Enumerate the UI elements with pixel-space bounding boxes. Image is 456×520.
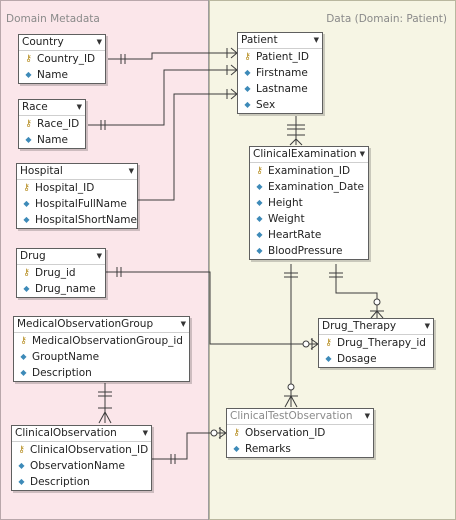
patient-data-label: Data (Domain: Patient) [326,13,447,25]
column-diamond-icon: ◆ [244,84,251,93]
relationship-race-patient[interactable] [88,65,237,130]
key-icon: ⚷ [20,336,27,346]
column-diamond-icon: ◆ [256,198,263,207]
column-diamond-icon: ◆ [20,352,27,361]
field-name: Examination_Date [268,181,364,193]
key-icon: ⚷ [325,338,332,348]
field-row[interactable] [238,81,322,97]
chevron-down-icon[interactable]: ▼ [142,429,148,437]
column-diamond-icon: ◆ [23,215,30,224]
table-patient[interactable] [237,32,323,114]
field-name: Drug_Therapy_id [337,337,426,349]
chevron-down-icon[interactable]: ▼ [128,167,134,175]
column-diamond-icon: ◆ [23,284,30,293]
field-row[interactable] [14,333,189,349]
key-icon: ⚷ [256,166,263,176]
field-name: HospitalShortName [35,214,137,226]
column-diamond-icon: ◆ [18,461,25,470]
column-diamond-icon: ◆ [23,199,30,208]
table-country-title[interactable] [19,35,105,51]
column-diamond-icon: ◆ [325,354,332,363]
table-patient-title[interactable] [238,33,322,49]
field-name: Dosage [337,353,377,365]
field-row[interactable] [17,212,137,228]
relationship-clinicalobservation-clinicaltestobservation[interactable] [152,427,226,464]
table-clinical-observation[interactable] [11,425,152,491]
column-diamond-icon: ◆ [256,230,263,239]
table-country-name: Country [22,36,64,48]
column-diamond-icon: ◆ [244,100,251,109]
field-name: Hospital_ID [35,182,95,194]
chevron-down-icon[interactable]: ▼ [96,38,102,46]
field-row[interactable] [319,351,433,367]
field-name: HospitalFullName [35,198,127,210]
field-name: Race_ID [37,118,80,130]
table-hospital-title[interactable] [17,164,137,180]
table-clinical-test-observation-name: ClinicalTestObservation [230,410,353,422]
table-medical-observation-group-title[interactable] [14,317,189,333]
table-drug-therapy[interactable] [318,318,434,368]
field-row[interactable] [17,196,137,212]
field-name: Observation_ID [245,427,326,439]
relationship-medobsgroup-clinicalobservation[interactable] [98,383,112,423]
chevron-down-icon[interactable]: ▼ [96,252,102,260]
relationship-clinicalexamination-drugtherapy[interactable] [329,264,384,318]
column-diamond-icon: ◆ [256,182,263,191]
table-clinical-examination-title[interactable] [250,147,368,163]
field-row[interactable] [19,67,105,83]
table-race-name: Race [22,101,48,113]
field-name: Height [268,197,303,209]
field-name: ClinicalObservation_ID [30,444,149,456]
field-name: Description [30,476,90,488]
table-clinical-examination-name: ClinicalExamination [253,148,357,160]
field-row[interactable] [12,474,151,490]
table-hospital-name: Hospital [20,165,63,177]
field-name: Name [37,69,68,81]
field-row[interactable] [227,441,373,457]
table-medical-observation-group[interactable] [13,316,190,382]
table-drug-title[interactable] [17,249,105,265]
field-name: Description [32,367,92,379]
column-diamond-icon: ◆ [18,477,25,486]
field-name: Country_ID [37,53,96,65]
domain-metadata-label: Domain Metadata [6,13,100,25]
key-icon: ⚷ [25,54,32,64]
field-row[interactable] [19,132,85,148]
field-name: Examination_ID [268,165,351,177]
relationship-hospital-patient[interactable] [138,89,237,200]
field-row[interactable] [319,335,433,351]
field-name: Drug_name [35,283,96,295]
field-row[interactable] [227,425,373,441]
table-clinical-observation-name: ClinicalObservation [15,427,117,439]
key-icon: ⚷ [233,428,240,438]
table-drug[interactable] [16,248,106,298]
table-clinical-observation-title[interactable] [12,426,151,442]
field-name: Weight [268,213,305,225]
field-row[interactable] [250,179,368,195]
field-name: Lastname [256,83,308,95]
key-icon: ⚷ [23,183,30,193]
field-row[interactable] [250,163,368,179]
table-clinical-examination[interactable] [249,146,369,260]
field-name: Firstname [256,67,308,79]
table-drug-name: Drug [20,250,46,262]
field-row[interactable] [19,116,85,132]
table-patient-name: Patient [241,34,278,46]
field-row[interactable] [17,265,105,281]
table-drug-therapy-name: Drug_Therapy [322,320,397,332]
field-name: HeartRate [268,229,322,241]
table-country[interactable] [18,34,106,84]
field-row[interactable] [250,195,368,211]
table-clinical-test-observation-title[interactable] [227,409,373,425]
chevron-down-icon[interactable]: ▼ [76,103,82,111]
field-row[interactable] [17,180,137,196]
table-medical-observation-group-name: MedicalObservationGroup [17,318,154,330]
field-name: MedicalObservationGroup_id [32,335,183,347]
key-icon: ⚷ [25,119,32,129]
chevron-down-icon[interactable]: ▼ [359,150,365,158]
chevron-down-icon[interactable]: ▼ [313,36,319,44]
field-name: Patient_ID [256,51,309,63]
key-icon: ⚷ [244,52,251,62]
field-row[interactable] [238,49,322,65]
chevron-down-icon[interactable]: ▼ [364,412,370,420]
relationship-clinicalexamination-clinicaltestobservation[interactable] [284,264,298,407]
column-diamond-icon: ◆ [256,246,263,255]
chevron-down-icon[interactable]: ▼ [424,322,430,330]
column-diamond-icon: ◆ [25,135,32,144]
relationship-country-patient[interactable] [108,48,237,64]
field-name: GrouptName [32,351,100,363]
relationship-patient-clinicalexamination[interactable] [287,116,305,145]
field-row[interactable] [250,211,368,227]
field-row[interactable] [238,97,322,113]
table-race[interactable] [18,99,86,149]
column-diamond-icon: ◆ [20,368,27,377]
field-name: Name [37,134,68,146]
field-row[interactable] [12,458,151,474]
field-row[interactable] [14,365,189,381]
field-name: BloodPressure [268,245,343,257]
field-row[interactable] [12,442,151,458]
field-name: Drug_id [35,267,76,279]
field-name: Sex [256,99,276,111]
key-icon: ⚷ [23,268,30,278]
column-diamond-icon: ◆ [244,68,251,77]
field-row[interactable] [19,51,105,67]
column-diamond-icon: ◆ [233,444,240,453]
column-diamond-icon: ◆ [256,214,263,223]
field-row[interactable] [238,65,322,81]
table-clinical-test-observation[interactable] [226,408,374,458]
table-drug-therapy-title[interactable] [319,319,433,335]
field-name: ObservationName [30,460,125,472]
field-row[interactable] [250,227,368,243]
field-row[interactable] [17,281,105,297]
table-race-title[interactable] [19,100,85,116]
table-hospital[interactable] [16,163,138,229]
field-row[interactable] [14,349,189,365]
key-icon: ⚷ [18,445,25,455]
field-row[interactable] [250,243,368,259]
column-diamond-icon: ◆ [25,70,32,79]
chevron-down-icon[interactable]: ▼ [180,320,186,328]
field-name: Remarks [245,443,291,455]
